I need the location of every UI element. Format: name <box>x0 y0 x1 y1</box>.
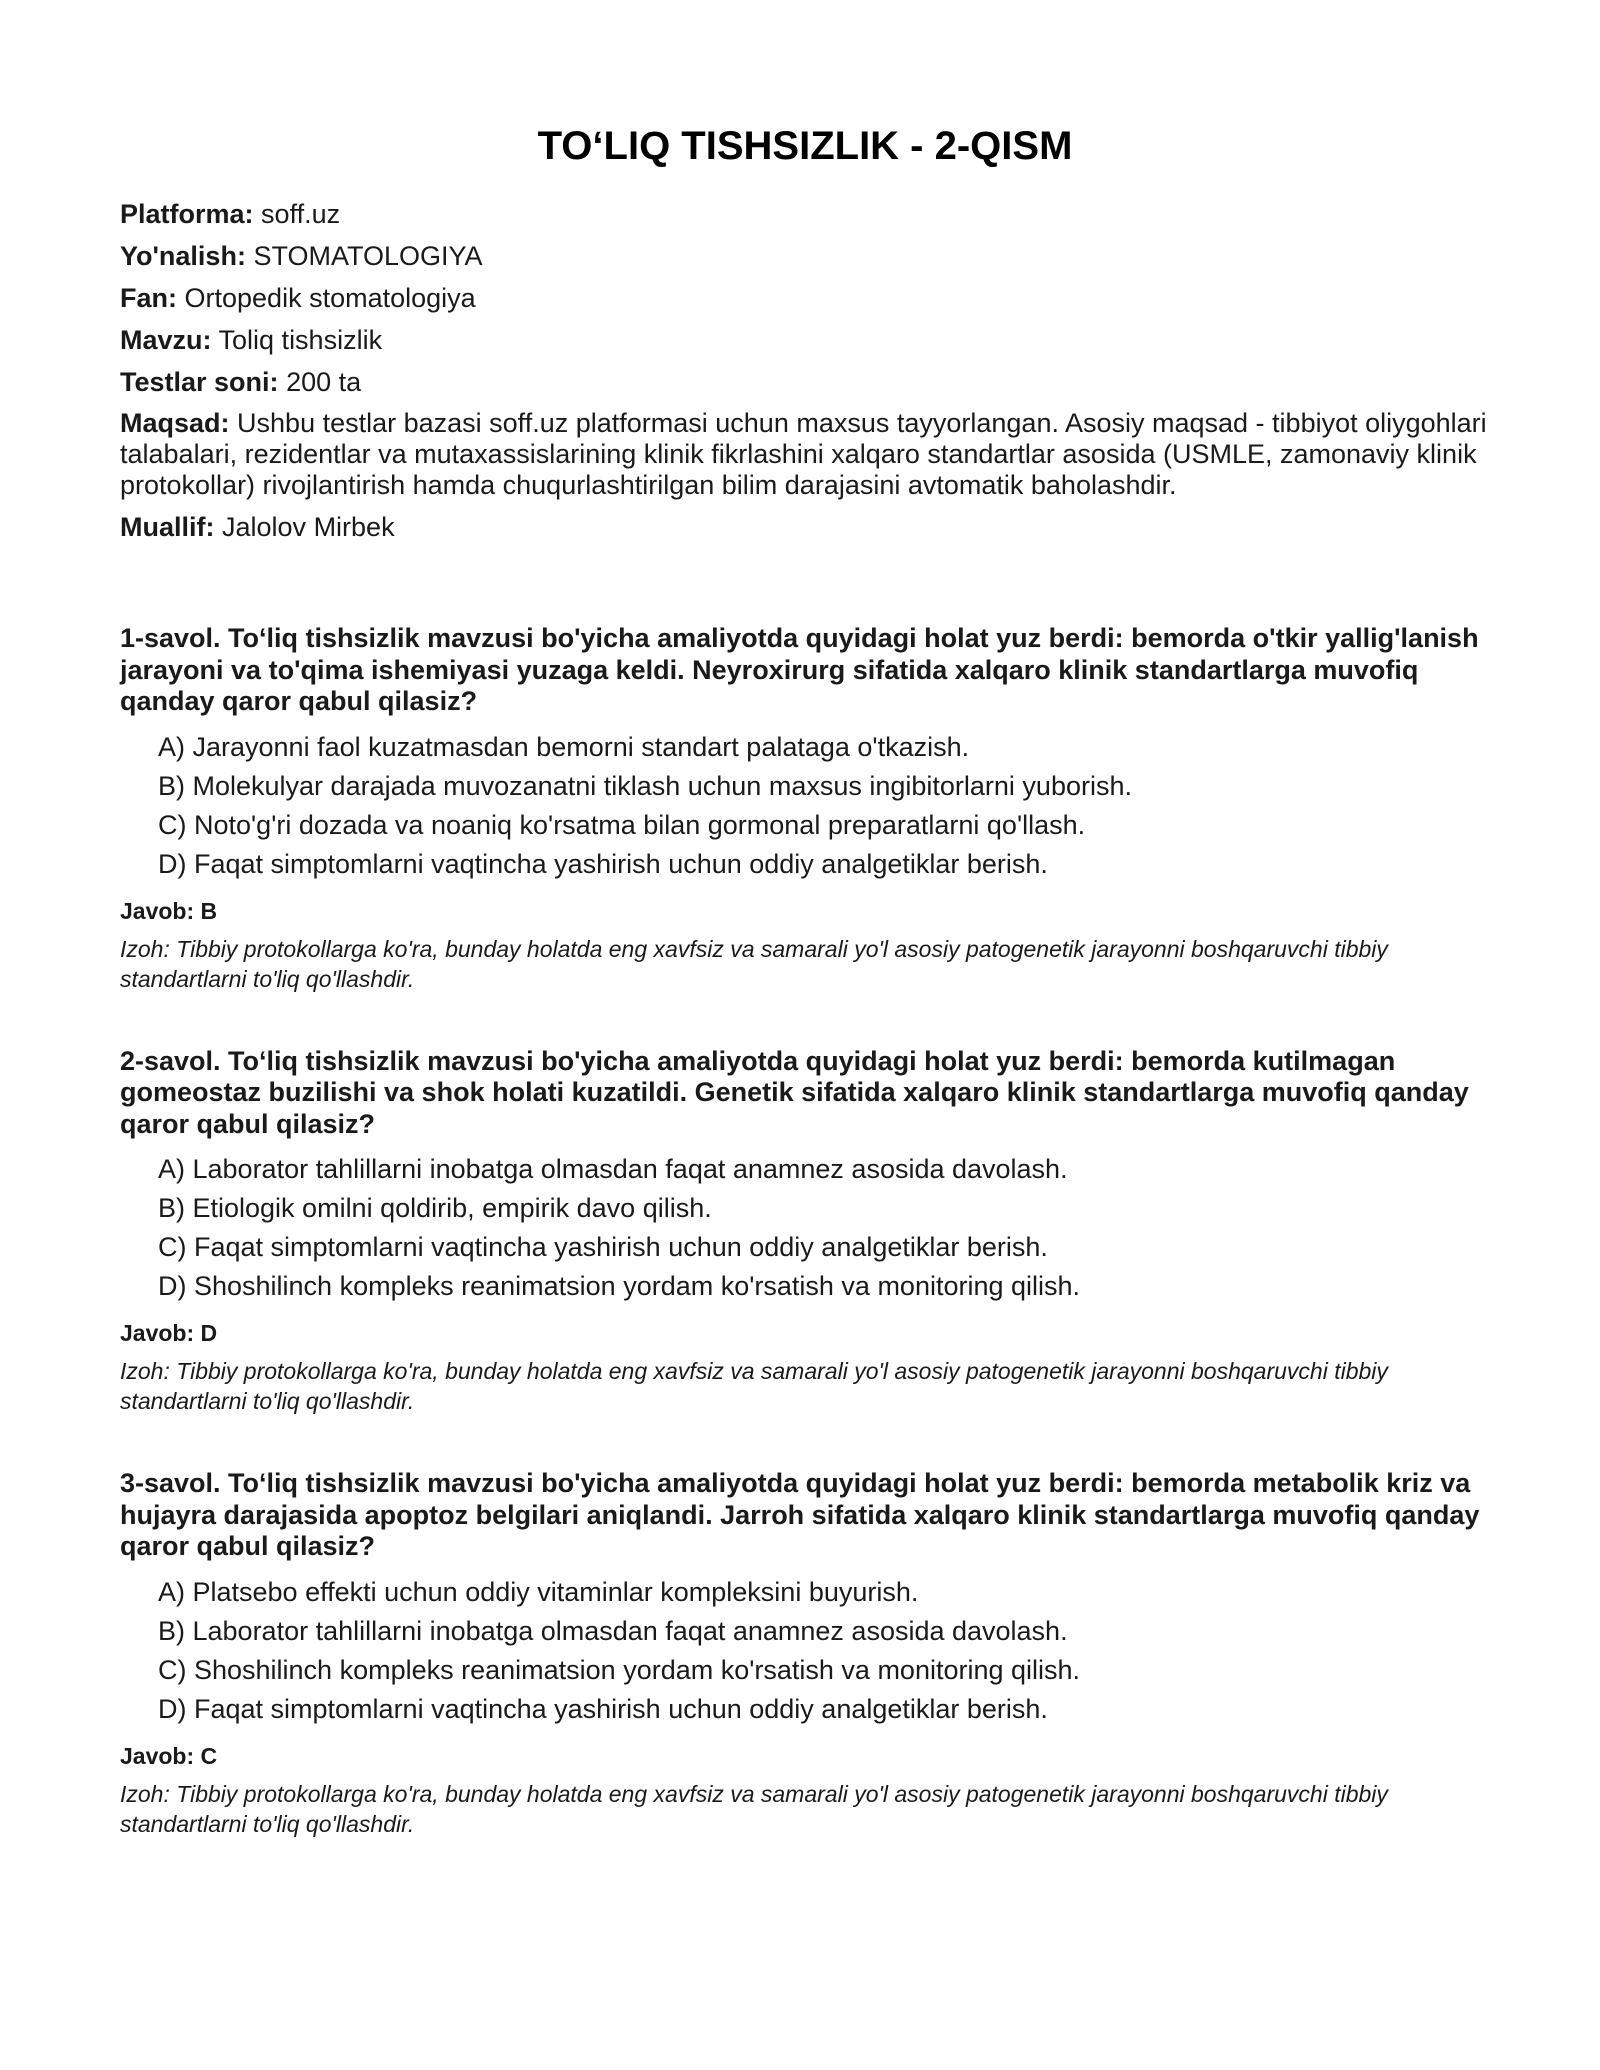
meta-author <box>120 511 1490 543</box>
meta-label: Platforma: <box>120 199 254 229</box>
option-d: D) Shoshilinch kompleks reanimatsion yordam ko'rsatish va monitoring qilish. <box>158 1271 1081 1301</box>
meta-value: STOMATOLOGIYA <box>253 241 483 271</box>
option-list <box>120 732 1490 880</box>
meta-topic <box>120 324 1490 356</box>
meta-goal <box>120 408 1490 501</box>
question-list <box>120 623 1490 1839</box>
question-3 <box>120 1468 1490 1839</box>
option-c: C) Faqat simptomlarni vaqtincha yashirish uchun oddiy analgetiklar berish. <box>158 1232 1048 1262</box>
meta-label: Fan: <box>120 283 177 313</box>
option-a: A) Laborator tahlillarni inobatga olmasdan faqat anamnez asosida davolash. <box>158 1154 1068 1184</box>
answer: Javob: C <box>120 1742 218 1769</box>
option-a: A) Jarayonni faol kuzatmasdan bemorni standart palataga o'tkazish. <box>158 731 970 762</box>
meta-label: Mavzu: <box>120 325 212 355</box>
meta-platform <box>120 198 1490 230</box>
option-d: D) Faqat simptomlarni vaqtincha yashirish uchun oddiy analgetiklar berish. <box>158 1693 1048 1724</box>
explanation: Izoh: Tibbiy protokollarga ko'ra, bunday holatda eng xavfsiz va samarali yo'l asosiy patogenetik jarayonni boshqaruvchi tibbiy standartlarni to'liq qo'llashdir. <box>120 1780 1388 1837</box>
meta-value: Ortopedik stomatologiya <box>184 283 476 313</box>
option-c: C) Shoshilinch kompleks reanimatsion yordam ko'rsatish va monitoring qilish. <box>158 1654 1081 1685</box>
option-c: C) Noto'g'ri dozada va noaniq ko'rsatma bilan gormonal preparatlarni qo'llash. <box>158 809 1086 840</box>
meta-label: Maqsad: <box>120 408 230 438</box>
option-list <box>120 1154 1490 1302</box>
meta-label: Muallif: <box>120 512 215 542</box>
meta-value: Ushbu testlar bazasi soff.uz platformasi uchun maxsus tayyorlangan. Asosiy maqsad - tibbiyot oliygohlari talabalari, rezidentlar va mutaxassislarining klinik fikrlashini xalqaro standartlar asosida (USMLE, zamonaviy klinik protokollar) rivojlantirish hamda chuqurlashtirilgan bilim darajasini avtomatik baholashdir. <box>120 408 1487 500</box>
option-list <box>120 1577 1490 1725</box>
meta-value: Toliq tishsizlik <box>218 325 383 355</box>
meta-label: Testlar soni: <box>120 367 279 397</box>
question-text: 1-savol. To‘liq tishsizlik mavzusi bo'yicha amaliyotda quyidagi holat yuz berdi: bemorda o'tkir yallig'lanish jarayoni va to'qima ishemiyasi yuzaga keldi. Neyroxirurg sifatida xalqaro klinik standartlarga muvofiq qanday qaror qabul qilasiz? <box>120 623 1479 716</box>
document-title: TO‘LIQ TISHSIZLIK - 2-QISM <box>537 124 1073 168</box>
meta-subject <box>120 282 1490 314</box>
answer: Javob: D <box>120 1320 218 1346</box>
meta-direction <box>120 240 1490 272</box>
option-b: B) Molekulyar darajada muvozanatni tiklash uchun maxsus ingibitorlarni yuborish. <box>158 770 1132 801</box>
meta-label: Yo'nalish: <box>120 241 246 271</box>
meta-value: 200 ta <box>286 367 362 397</box>
explanation: Izoh: Tibbiy protokollarga ko'ra, bunday holatda eng xavfsiz va samarali yo'l asosiy patogenetik jarayonni boshqaruvchi tibbiy standartlarni to'liq qo'llashdir. <box>120 1358 1388 1414</box>
meta-value: soff.uz <box>261 199 341 229</box>
document-page <box>120 120 1490 1891</box>
option-d: D) Faqat simptomlarni vaqtincha yashirish uchun oddiy analgetiklar berish. <box>158 848 1048 879</box>
document-metadata <box>120 198 1490 543</box>
option-b: B) Etiologik omilni qoldirib, empirik davo qilish. <box>158 1193 712 1223</box>
option-a: A) Platsebo effekti uchun oddiy vitaminlar kompleksini buyurish. <box>158 1576 919 1607</box>
question-2 <box>120 1046 1490 1417</box>
question-text: 2-savol. To‘liq tishsizlik mavzusi bo'yicha amaliyotda quyidagi holat yuz berdi: bemorda kutilmagan gomeostaz buzilishi va shok holati kuzatildi. Genetik sifatida xalqaro klinik standartlarga muvofiq qanday qaror qabul qilasiz? <box>120 1045 1469 1139</box>
answer: Javob: B <box>120 897 218 924</box>
meta-value: Jalolov Mirbek <box>222 512 395 542</box>
meta-test-count <box>120 366 1490 398</box>
option-b: B) Laborator tahlillarni inobatga olmasdan faqat anamnez asosida davolash. <box>158 1615 1068 1646</box>
question-1 <box>120 623 1490 994</box>
question-text: 3-savol. To‘liq tishsizlik mavzusi bo'yicha amaliyotda quyidagi holat yuz berdi: bemorda metabolik kriz va hujayra darajasida apoptoz belgilari aniqlandi. Jarroh sifatida xalqaro klinik standartlarga muvofiq qanday qaror qabul qilasiz? <box>120 1468 1480 1561</box>
explanation: Izoh: Tibbiy protokollarga ko'ra, bunday holatda eng xavfsiz va samarali yo'l asosiy patogenetik jarayonni boshqaruvchi tibbiy standartlarni to'liq qo'llashdir. <box>120 935 1388 992</box>
